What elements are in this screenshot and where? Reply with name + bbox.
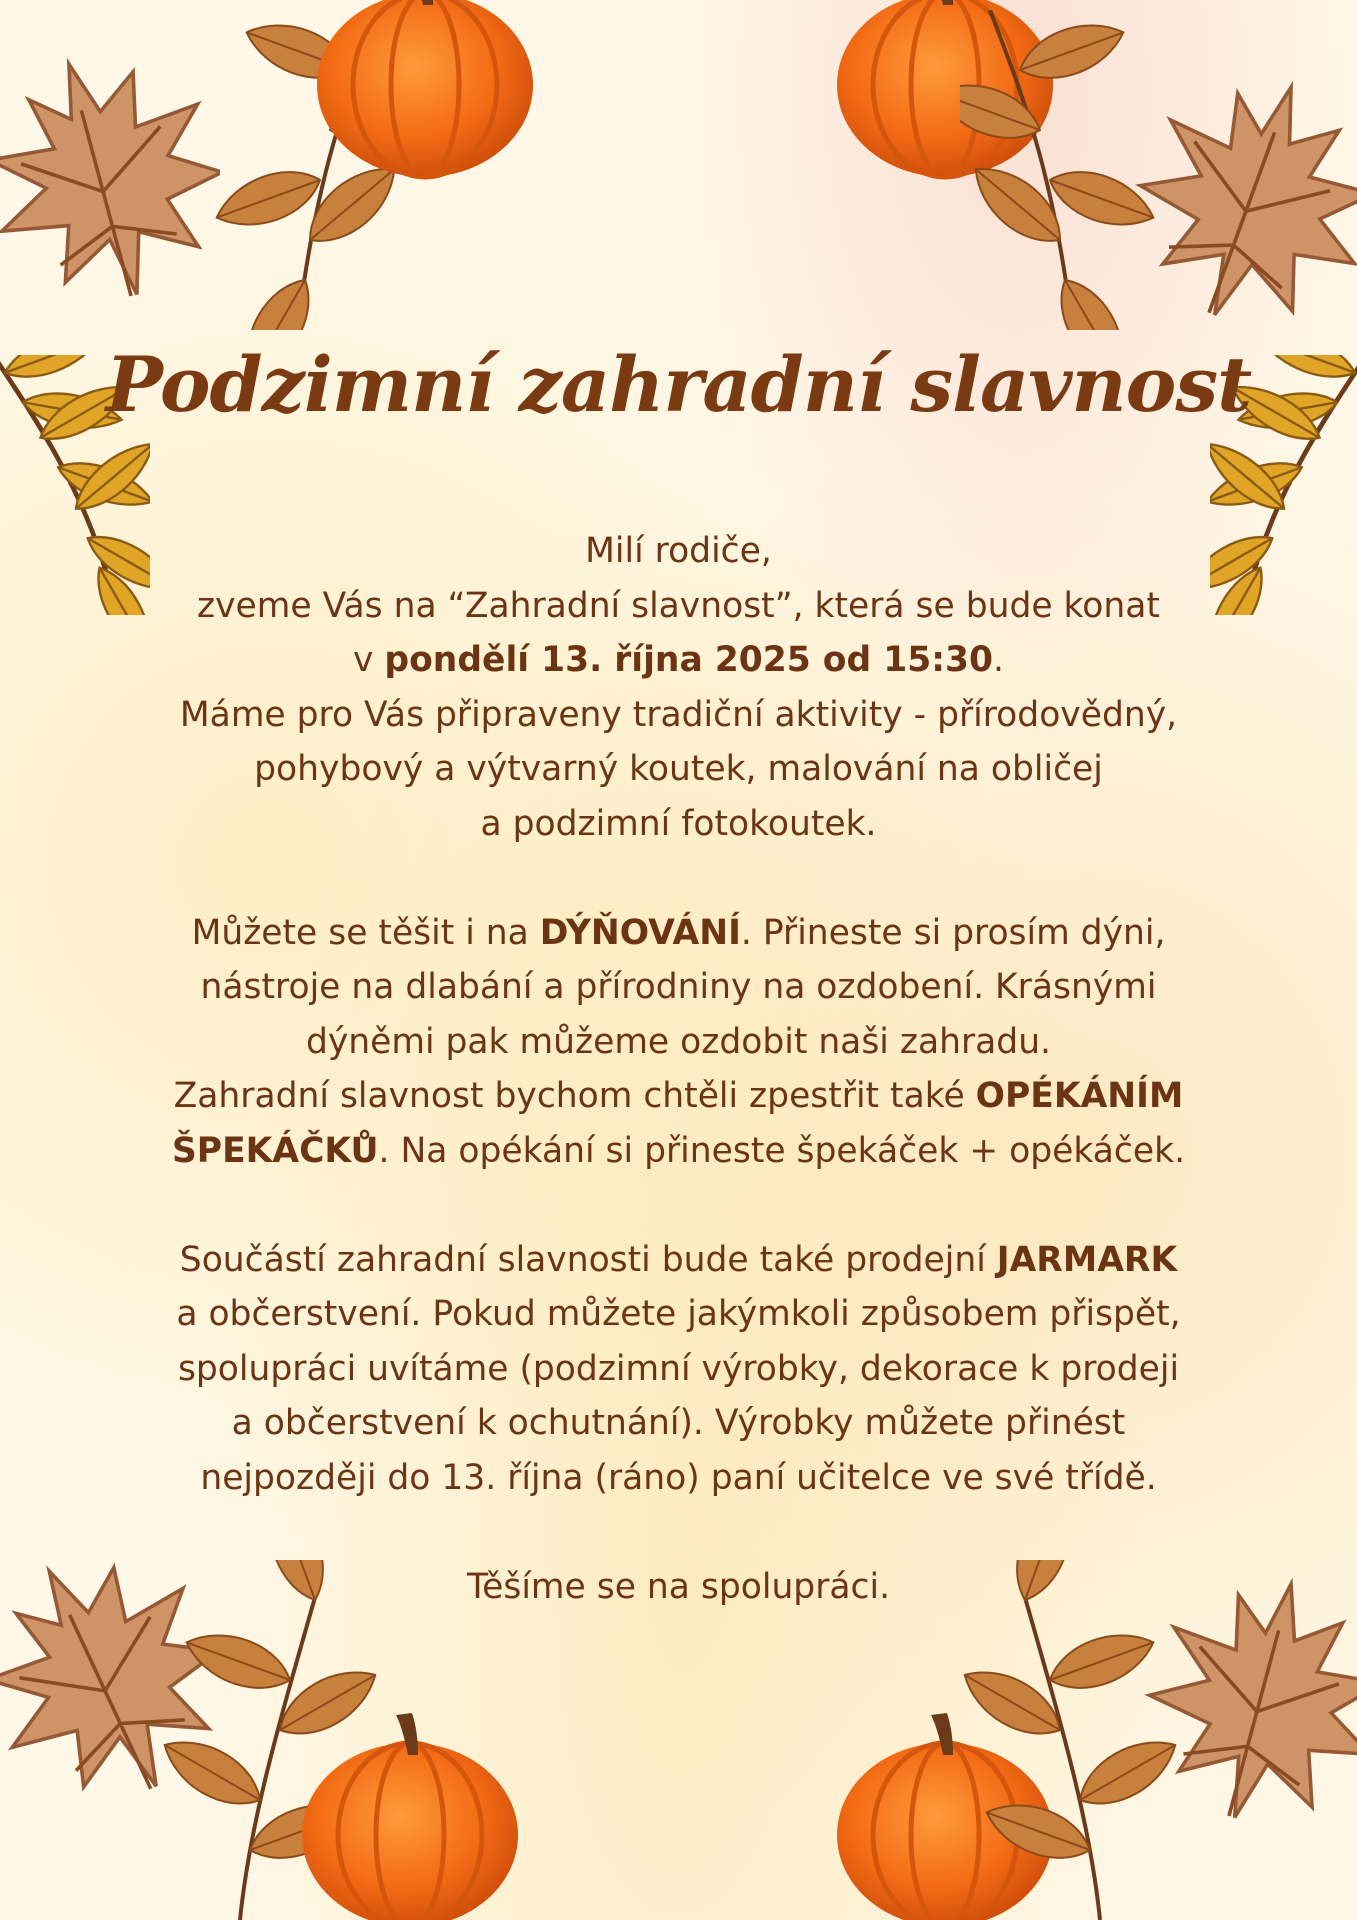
text-line: Zahradní slavnost bychom chtěli zpestřit také OPÉKÁNÍM	[173, 1076, 1184, 1116]
text-line: a občerstvení. Pokud můžete jakýmkoli způsobem přispět,	[176, 1294, 1181, 1334]
page-title: Podzimní zahradní slavnost	[105, 340, 1252, 429]
text-line: a občerstvení k ochutnání). Výrobky můžete přinést	[231, 1403, 1126, 1443]
text-line: dýněmi pak můžeme ozdobit naši zahradu.	[305, 1021, 1052, 1062]
maple-leaf-icon	[1130, 60, 1357, 340]
text-line: nejpozději do 13. října (ráno) paní učitelce ve své třídě.	[200, 1457, 1157, 1498]
highlight-opekanim: OPÉKÁNÍM	[975, 1076, 1184, 1116]
pumpkin-icon	[290, 1690, 530, 1920]
highlight-jarmark: JARMARK	[996, 1239, 1178, 1280]
text-line: Máme pro Vás připraveny tradiční aktivity - přírodovědný,	[179, 694, 1178, 735]
text-line: zveme Vás na “Zahradní slavnost”, která se bude konat	[197, 585, 1160, 626]
invitation-body	[100, 524, 1257, 1614]
closing: Těšíme se na spolupráci.	[466, 1566, 891, 1607]
text-line: a podzimní fotokoutek.	[480, 803, 877, 844]
text-line: spolupráci uvítáme (podzimní výrobky, dekorace k prodeji	[177, 1348, 1180, 1389]
highlight-spekacku: ŠPEKÁČKŮ	[171, 1130, 379, 1171]
pumpkin-icon	[305, 0, 545, 200]
event-date: pondělí 13. října 2025 od 15:30	[384, 640, 994, 680]
greeting: Milí rodiče,	[585, 531, 772, 571]
text-line: Můžete se těšit i na DÝŇOVÁNÍ. Přineste si prosím dýni,	[191, 912, 1166, 953]
text-line: nástroje na dlabání a přírodniny na ozdobení. Krásnými	[200, 967, 1157, 1007]
text-line: pohybový a výtvarný koutek, malování na obličej	[254, 749, 1103, 789]
text-line: Součástí zahradní slavnosti bude také prodejní JARMARK	[179, 1239, 1178, 1280]
text-line: ŠPEKÁČKŮ. Na opékání si přineste špekáček + opékáček.	[171, 1130, 1186, 1171]
highlight-dynovani: DÝŇOVÁNÍ	[539, 912, 741, 953]
text-line: v pondělí 13. října 2025 od 15:30.	[353, 640, 1004, 680]
